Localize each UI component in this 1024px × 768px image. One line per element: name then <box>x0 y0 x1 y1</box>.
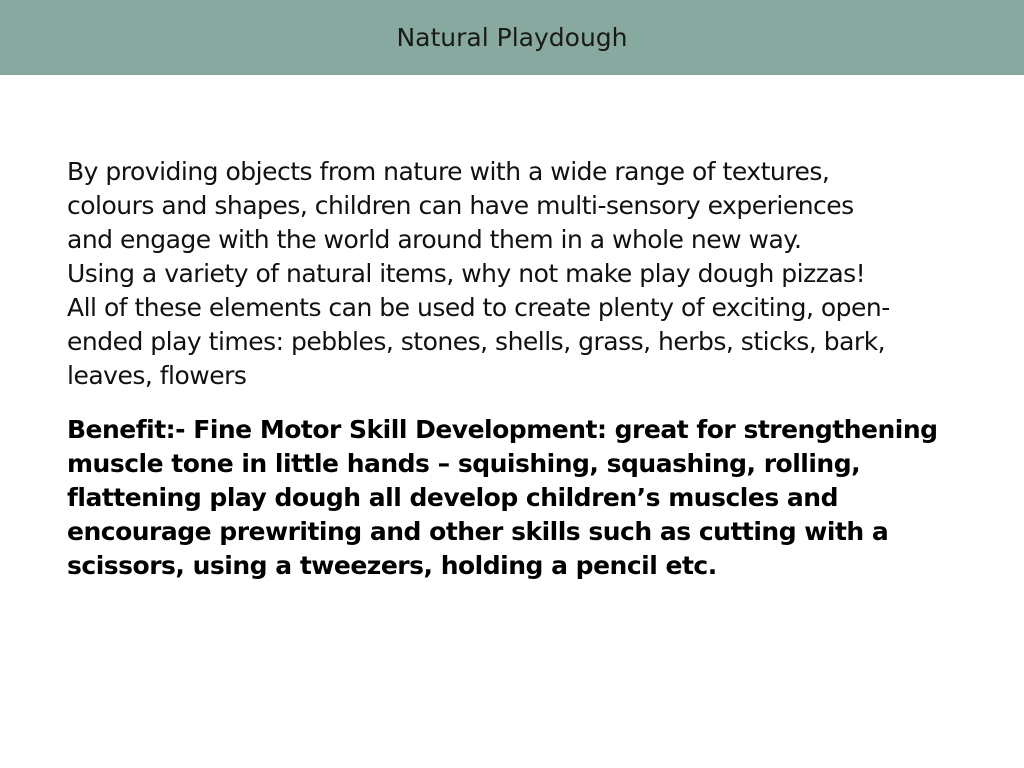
paragraph-spacer <box>67 393 972 413</box>
benefit-line: scissors, using a tweezers, holding a pencil etc. <box>67 551 717 580</box>
intro-line: Using a variety of natural items, why not make play dough pizzas! <box>67 259 866 288</box>
intro-line: By providing objects from nature with a wide range of textures, <box>67 157 830 186</box>
benefit-line: flattening play dough all develop children’s muscles and <box>67 483 838 512</box>
benefit-paragraph <box>67 413 972 583</box>
benefit-line: Benefit:- Fine Motor Skill Development: great for strengthening <box>67 415 938 444</box>
intro-line: and engage with the world around them in a whole new way. <box>67 225 802 254</box>
title-bar <box>0 0 1024 75</box>
benefit-line: muscle tone in little hands – squishing, squashing, rolling, <box>67 449 861 478</box>
benefit-line: encourage prewriting and other skills such as cutting with a <box>67 517 889 546</box>
intro-line: leaves, flowers <box>67 361 247 390</box>
slide-body <box>67 155 972 583</box>
intro-line: All of these elements can be used to create plenty of exciting, open- <box>67 293 890 322</box>
intro-line: ended play times: pebbles, stones, shells, grass, herbs, sticks, bark, <box>67 327 886 356</box>
intro-line: colours and shapes, children can have multi-sensory experiences <box>67 191 854 220</box>
slide-title: Natural Playdough <box>396 23 628 52</box>
intro-paragraph <box>67 155 972 393</box>
